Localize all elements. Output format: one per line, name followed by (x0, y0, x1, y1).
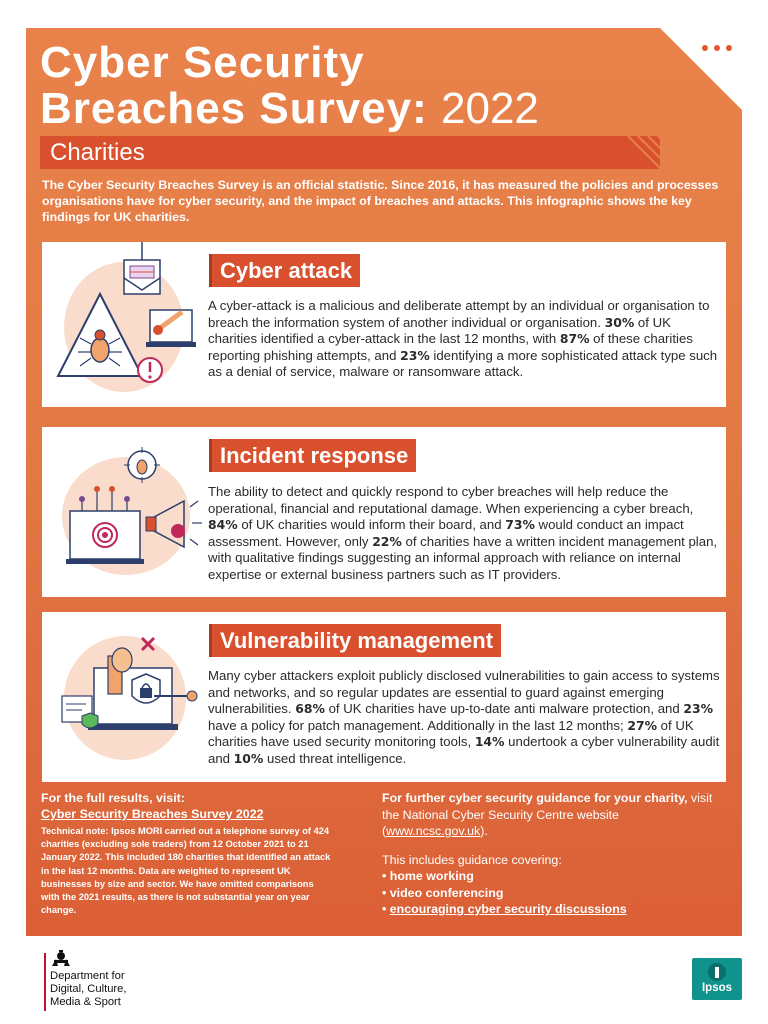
guidance-list (382, 868, 722, 918)
list-item[interactable]: • encouraging cyber security discussions (382, 902, 627, 916)
vulnerability-management-text: Many cyber attackers exploit publicly disclosed vulnerabilities to gain access to systems and networks, and so regular updates are essential to guard against emerging vulnerabilities. 68% of UK charities have up-to-date anti malware protection, and 23% have a policy for patch management. Additionally in the last 12 months; 27% of UK charities have used security monitoring tools, 14% undertook a cyber vulnerability audit and 10% used threat intelligence. (208, 668, 720, 766)
title-line-2: Breaches Survey (40, 84, 413, 133)
ipsos-logo (692, 958, 742, 1000)
department-name: Department for Digital, Culture, Media & Sport (50, 970, 127, 1008)
guidance-list-intro: This includes guidance covering: (382, 852, 562, 867)
sector-label: Charities (50, 139, 145, 166)
bug-warning-illustration-icon (42, 242, 212, 412)
vulnerability-management-title: Vulnerability management (209, 624, 501, 657)
incident-response-card (42, 427, 726, 597)
survey-link[interactable]: Cyber Security Breaches Survey 2022 (41, 807, 264, 821)
cyber-attack-card (42, 242, 726, 407)
list-item: • home working (382, 869, 474, 883)
technical-note: Technical note: Ipsos MORI carried out a telephone survey of 424 charities (excluding sole traders) from 12 October 2021 to 21 January 2022. This included 180 charities that identified an attack in the last 12 months. Data are weighted to represent UK businesses by size and sector. We have omitted comparisons with the 2021 results, as there is not substantial year on year change. (41, 826, 331, 916)
infographic-poster (26, 28, 742, 936)
logo-bar (44, 953, 46, 1011)
guidance-section (382, 790, 722, 918)
intro-text: The Cyber Security Breaches Survey is an official statistic. Since 2016, it has measured the policies and processes organisations have for cyber security, and the impact of breaches and attacks. This infographic shows the key findings for UK charities. (42, 178, 719, 224)
hatch-decoration-icon (608, 136, 674, 169)
cyber-attack-text: A cyber-attack is a malicious and deliberate attempt by an individual or organisation to breach the information system of another individual or organisation. 30% of UK charities identified a cyber-attack in the last 12 months, with 87% of these charities reporting phishing attempts, and 23% identifying a more sophisticated attack type such as a denial of service, malware or ransomware attack. (208, 298, 718, 380)
list-item: • video conferencing (382, 885, 504, 900)
shield-key-illustration-icon (42, 612, 212, 782)
more-dots-icon (702, 38, 742, 48)
incident-response-title: Incident response (209, 439, 416, 472)
ipsos-text: Ipsos (701, 982, 733, 994)
guidance-text: For further cyber security guidance for your charity, visit the National Cyber Security Centre website (www.ncsc.gov.uk). (382, 791, 713, 838)
ncsc-link[interactable]: www.ncsc.gov.uk (386, 824, 481, 838)
page-title (40, 40, 539, 132)
vulnerability-management-card (42, 612, 726, 782)
title-year: 2022 (441, 84, 539, 133)
royal-crest-icon (50, 950, 72, 968)
alert-monitor-illustration-icon (42, 427, 212, 597)
title-colon: : (412, 84, 428, 133)
cyber-attack-title: Cyber attack (209, 254, 360, 287)
full-results-heading: For the full results, visit: (41, 791, 185, 805)
incident-response-text: The ability to detect and quickly respond to cyber breaches will help reduce the operational, financial and reputational damage. When experiencing a cyber breach, 84% of UK charities would inform their board, and 73% would conduct an impact assessment. However, only 22% of charities have a written incident management plan, with qualitative findings suggesting an informal approach with reliance on internal expertise or external business partners such as IT providers. (208, 484, 718, 582)
dcms-logo (44, 950, 164, 1012)
full-results-section (41, 790, 331, 917)
sector-band (40, 136, 660, 169)
title-line-1: Cyber Security (40, 38, 365, 87)
ipsos-mark-icon (706, 962, 728, 982)
